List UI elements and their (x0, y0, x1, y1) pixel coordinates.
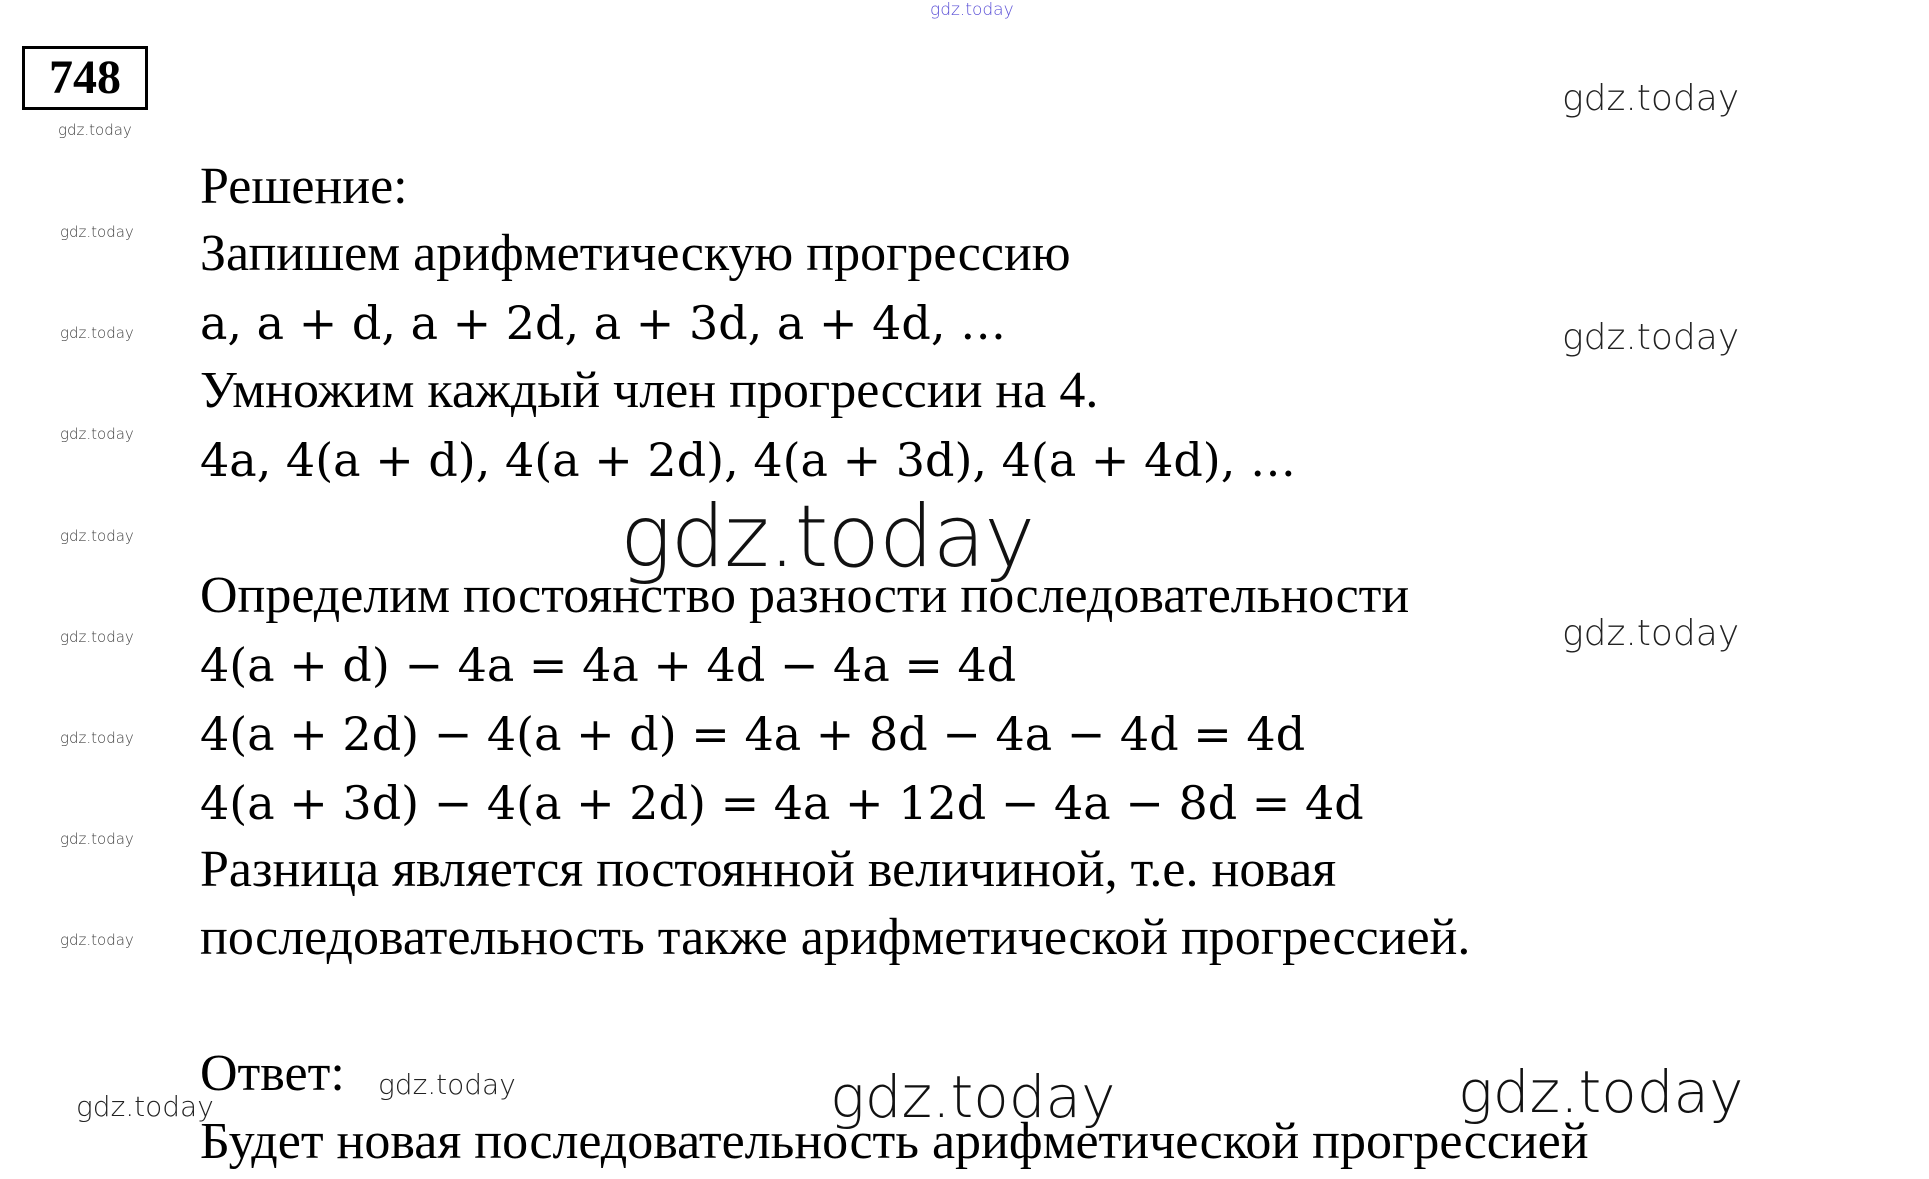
watermark-margin: gdz.today (58, 121, 132, 139)
conclusion-line-1: Разница является постоянной величиной, т.е. новая (200, 841, 1337, 898)
watermark-top: gdz.today (930, 0, 1014, 20)
watermark-margin: gdz.today (60, 223, 134, 241)
answer-text: Будет новая последовательность арифметической прогрессией (200, 1113, 1589, 1170)
intro-text: Запишем арифметическую прогрессию (200, 225, 1071, 282)
determine-text: Определим постоянство разности последовательности (200, 567, 1410, 624)
watermark-margin: gdz.today (60, 931, 134, 949)
watermark-right: gdz.today (1562, 613, 1740, 654)
watermark-answer: gdz.today (378, 1068, 516, 1101)
problem-number: 748 (22, 46, 148, 110)
solution-heading: Решение: (200, 158, 408, 215)
watermark-right: gdz.today (1562, 78, 1740, 119)
sequence-multiplied: 4a, 4(a + d), 4(a + 2d), 4(a + 3d), 4(a + 4d), … (200, 433, 1296, 487)
difference-3: 4(a + 3d) − 4(a + 2d) = 4a + 12d − 4a − 8d = 4d (200, 776, 1364, 830)
watermark-margin: gdz.today (60, 527, 134, 545)
difference-1: 4(a + d) − 4a = 4a + 4d − 4a = 4d (200, 638, 1017, 692)
sequence-original: a, a + d, a + 2d, a + 3d, a + 4d, … (200, 296, 1007, 350)
watermark-right: gdz.today (1562, 317, 1740, 358)
difference-2: 4(a + 2d) − 4(a + d) = 4a + 8d − 4a − 4d = 4d (200, 707, 1306, 761)
multiply-text: Умножим каждый член прогрессии на 4. (200, 362, 1099, 419)
watermark-margin: gdz.today (60, 729, 134, 747)
watermark-margin: gdz.today (60, 830, 134, 848)
answer-label: Ответ: (200, 1045, 345, 1102)
watermark-margin: gdz.today (60, 324, 134, 342)
watermark-center: gdz.today (620, 487, 1035, 587)
conclusion-line-2: последовательность также арифметической прогрессией. (200, 909, 1471, 966)
watermark-margin: gdz.today (60, 425, 134, 443)
watermark-margin: gdz.today (60, 628, 134, 646)
watermark-bottom: gdz.today (830, 1063, 1116, 1131)
watermark-bottom-left: gdz.today (76, 1090, 214, 1123)
watermark-bottom-right: gdz.today (1458, 1058, 1744, 1126)
